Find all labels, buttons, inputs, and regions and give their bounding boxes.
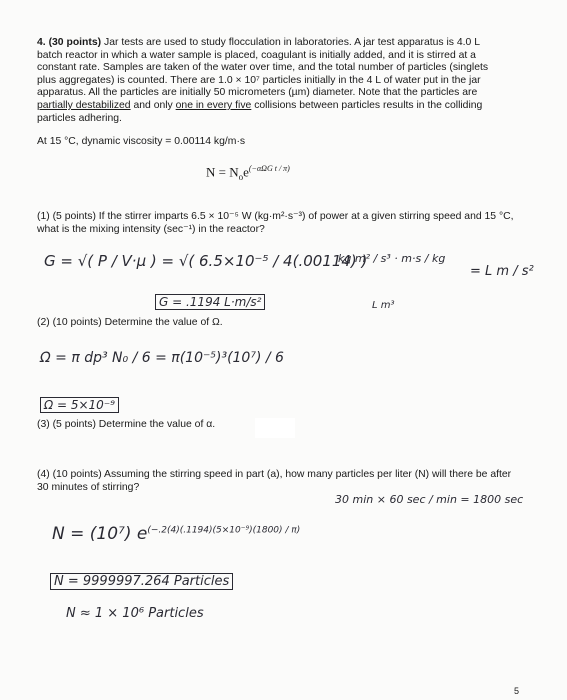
question-2 <box>37 317 517 330</box>
q2-label: (2) (10 points) <box>37 317 102 328</box>
hw-omega-result <box>40 398 119 412</box>
hw-units-denom: L m³ <box>372 300 395 311</box>
problem-number: 4. <box>37 37 46 48</box>
formula-exponent: (−αΩG t / π) <box>248 164 290 173</box>
q4-label: (4) (10 points) <box>37 469 102 480</box>
page-number: 5 <box>513 686 519 696</box>
formula-sub: o <box>238 171 244 182</box>
viscosity-line: At 15 °C, dynamic viscosity = 0.00114 kg/m·s <box>37 136 246 147</box>
underline-one-in-every-five: one in every five <box>175 99 252 111</box>
hw-units-2: = L m / s² <box>470 264 534 279</box>
hw-g-result <box>155 295 265 309</box>
problem-text-3: collisions between particles results in the colliding particles adhering. <box>37 99 483 124</box>
question-4 <box>37 469 517 494</box>
hw-g-result-box: G = .1194 L·m/s² <box>155 294 265 310</box>
hw-n-formula <box>52 524 300 544</box>
formula-main: N = N <box>206 164 239 180</box>
hw-units-1: kg m² / s³ · m·s / kg <box>338 252 446 265</box>
q1-text: If the stirrer imparts 6.5 × 10⁻⁵ W (kg·m²·s⁻³) of power at a given stirring speed and 15 °C, what is the mixing intensity (sec⁻¹) in the reactor? <box>37 211 514 235</box>
hw-n-result-box: N = 9999997.264 Particles <box>50 573 233 590</box>
question-1 <box>37 211 517 236</box>
problem-text-2: and only <box>130 99 176 111</box>
q2-text: Determine the value of Ω. <box>104 317 223 328</box>
q4-text: Assuming the stirring speed in part (a), how many particles per liter (N) will there be after 30 minutes of stirring? <box>37 469 512 493</box>
q3-label: (3) (5 points) <box>37 419 96 430</box>
problem-statement <box>37 37 497 125</box>
collision-formula <box>206 164 290 182</box>
formula-e: e <box>243 164 249 180</box>
hw-n-base: N = (10⁷) e <box>52 524 148 544</box>
underline-partially-destabilized: partially destabilized <box>37 99 131 111</box>
hw-time-conversion: 30 min × 60 sec / min = 1800 sec <box>335 493 524 506</box>
problem-points: (30 points) <box>48 37 102 48</box>
hw-g-formula: G = √( P / V·µ ) = √( 6.5×10⁻⁵ / 4(.00114) ) <box>44 252 368 270</box>
q1-label: (1) (5 points) <box>37 211 96 222</box>
problem-text-1: Jar tests are used to study flocculation in laboratories. A jar test apparatus is 4.0 L batch reactor in which a water sample is placed, coagulant is initially added, and it is stirred at a constant rate. Samples are taken of the water over time, and the total number of particles (singlets plus aggregates) is counted. There are 1.0 × 10⁷ particles initially in the 4 L of water put in the jar apparatus. All the particles are initially 50 micrometers (µm) diameter. Note that the particles are <box>37 37 489 99</box>
hw-n-exponent: (−.2(4)(.1194)(5×10⁻⁹)(1800) / π) <box>147 525 301 536</box>
whiteout-mark <box>255 418 295 438</box>
hw-n-result <box>50 574 233 589</box>
q3-text: Determine the value of α. <box>98 419 216 430</box>
hw-n-approx: N ≈ 1 × 10⁶ Particles <box>66 606 204 621</box>
hw-omega-formula: Ω = π dp³ N₀ / 6 = π(10⁻⁵)³(10⁷) / 6 <box>40 350 284 366</box>
hw-omega-result-box: Ω = 5×10⁻⁹ <box>40 397 119 413</box>
